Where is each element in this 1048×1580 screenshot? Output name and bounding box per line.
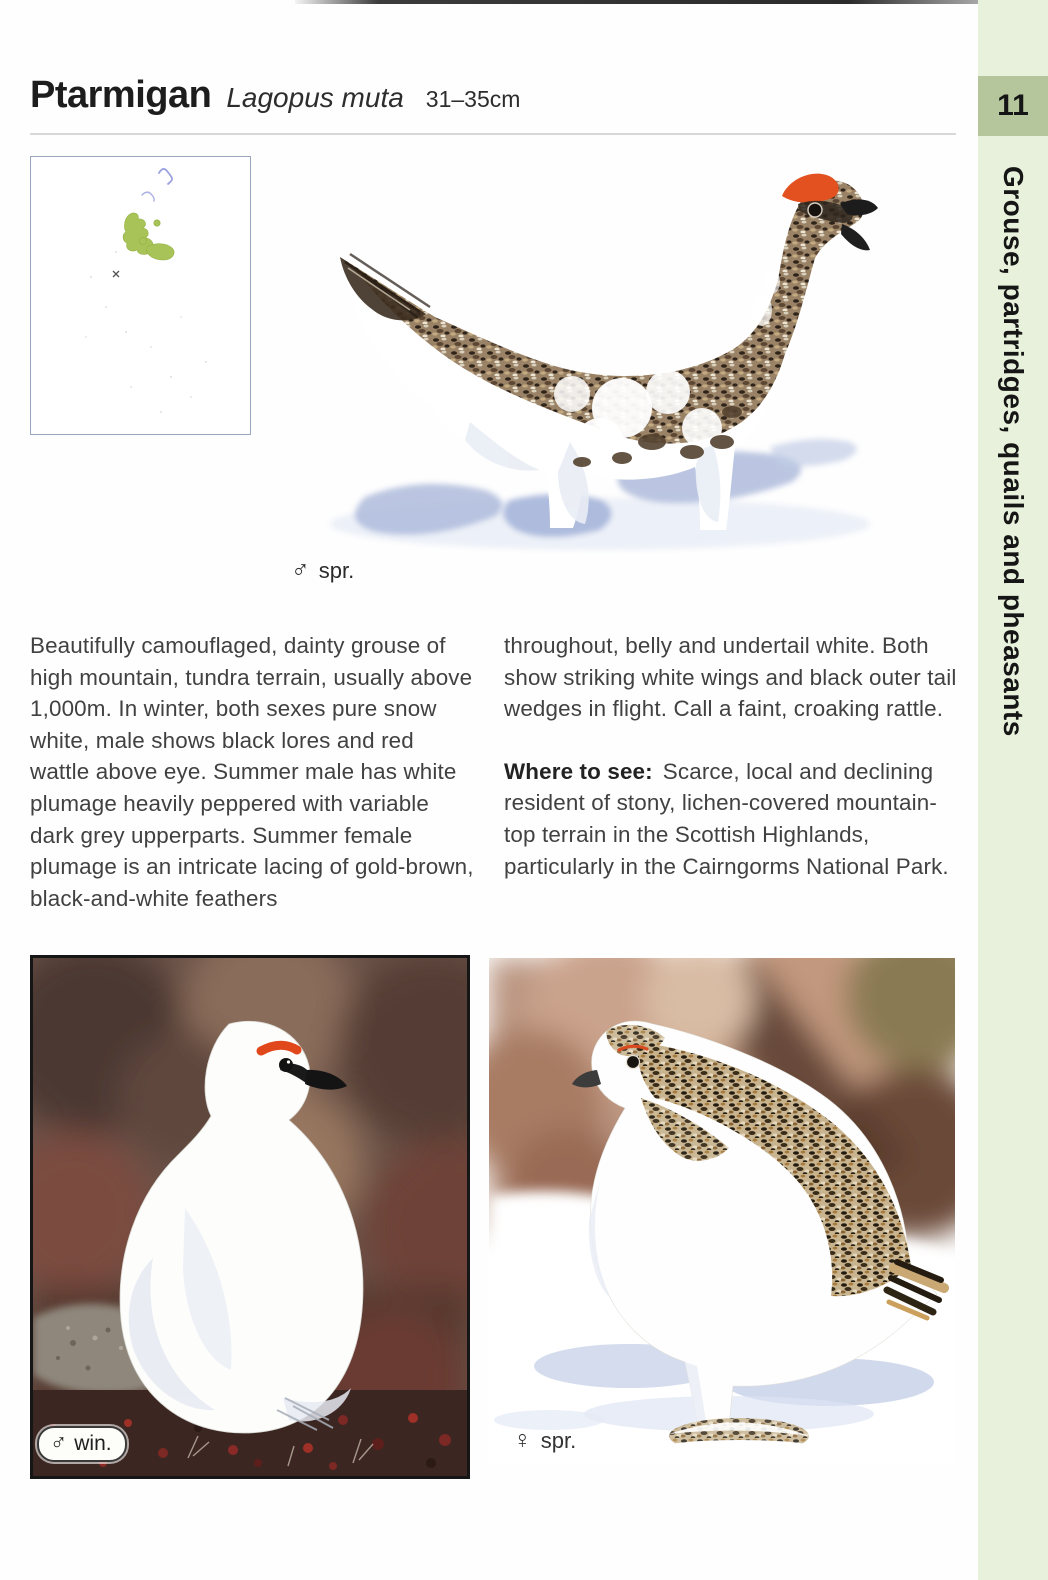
main-photo-male-spring	[270, 142, 960, 562]
scan-artifact-line	[295, 0, 987, 4]
where-to-see-text: Scarce, local and declining resident of stony, lichen-covered mountain-top terrain in the Scottish Highlands, particularly in the Cairngorms National Park.	[504, 758, 949, 879]
winter-male-badge	[37, 1426, 127, 1462]
size-range: 31–35cm	[425, 86, 521, 112]
spring-female-caption	[513, 1426, 576, 1455]
caption-label: spr.	[540, 1428, 577, 1453]
section-number-tab	[978, 76, 1048, 136]
species-header	[30, 74, 520, 117]
eye	[808, 203, 822, 217]
male-symbol-icon: ♂	[291, 556, 310, 584]
female-symbol-icon: ♀	[513, 1426, 532, 1454]
shetland-scribble	[142, 169, 172, 201]
photo-spring-female	[489, 958, 955, 1464]
distribution-map	[30, 156, 251, 435]
coast-specks	[85, 251, 207, 413]
scientific-name: Lagopus muta	[226, 82, 404, 113]
body-column-1	[30, 630, 474, 914]
red-comb	[782, 174, 839, 203]
main-photo-caption	[291, 556, 354, 585]
male-symbol-icon: ♂	[50, 1429, 68, 1455]
photo-winter-male	[30, 955, 470, 1479]
description-paragraph-continued: throughout, belly and undertail white. Both show striking white wings and black outer tail wedges in flight. Call a faint, croaking rattle.	[504, 633, 957, 722]
ptarmigan-spring-male-illustration	[270, 142, 960, 562]
section-title-vertical: Grouse, partridges, quails and pheasants	[998, 166, 1029, 737]
badge-label: win.	[74, 1432, 112, 1455]
where-to-see-paragraph	[504, 756, 958, 882]
header-rule	[30, 133, 956, 135]
tail	[340, 254, 430, 320]
map-mark	[113, 271, 119, 277]
section-number: 11	[997, 89, 1029, 122]
winter-male-photo-graphic	[33, 958, 467, 1476]
where-to-see-label: Where to see:	[504, 758, 653, 784]
eye	[279, 1058, 293, 1072]
body-column-2	[504, 630, 958, 882]
spring-female-photo-graphic	[489, 958, 955, 1464]
section-sidebar	[978, 0, 1048, 1580]
species-name: Ptarmigan	[30, 74, 212, 116]
description-paragraph: Beautifully camouflaged, dainty grouse of high mountain, tundra terrain, usually above 1,000m. In winter, both sexes pure snow white, male shows black lores and red wattle above eye. Summer male has white plumage heavily peppered with variable dark grey upperparts. Summer female plumage is an intricate lacing of gold-brown, black-and-white feathers	[30, 633, 474, 911]
caption-label: spr.	[318, 558, 355, 583]
distribution-area	[123, 213, 174, 260]
distribution-map-graphic	[31, 157, 248, 432]
eye	[627, 1056, 640, 1069]
lower-bill	[841, 224, 870, 250]
